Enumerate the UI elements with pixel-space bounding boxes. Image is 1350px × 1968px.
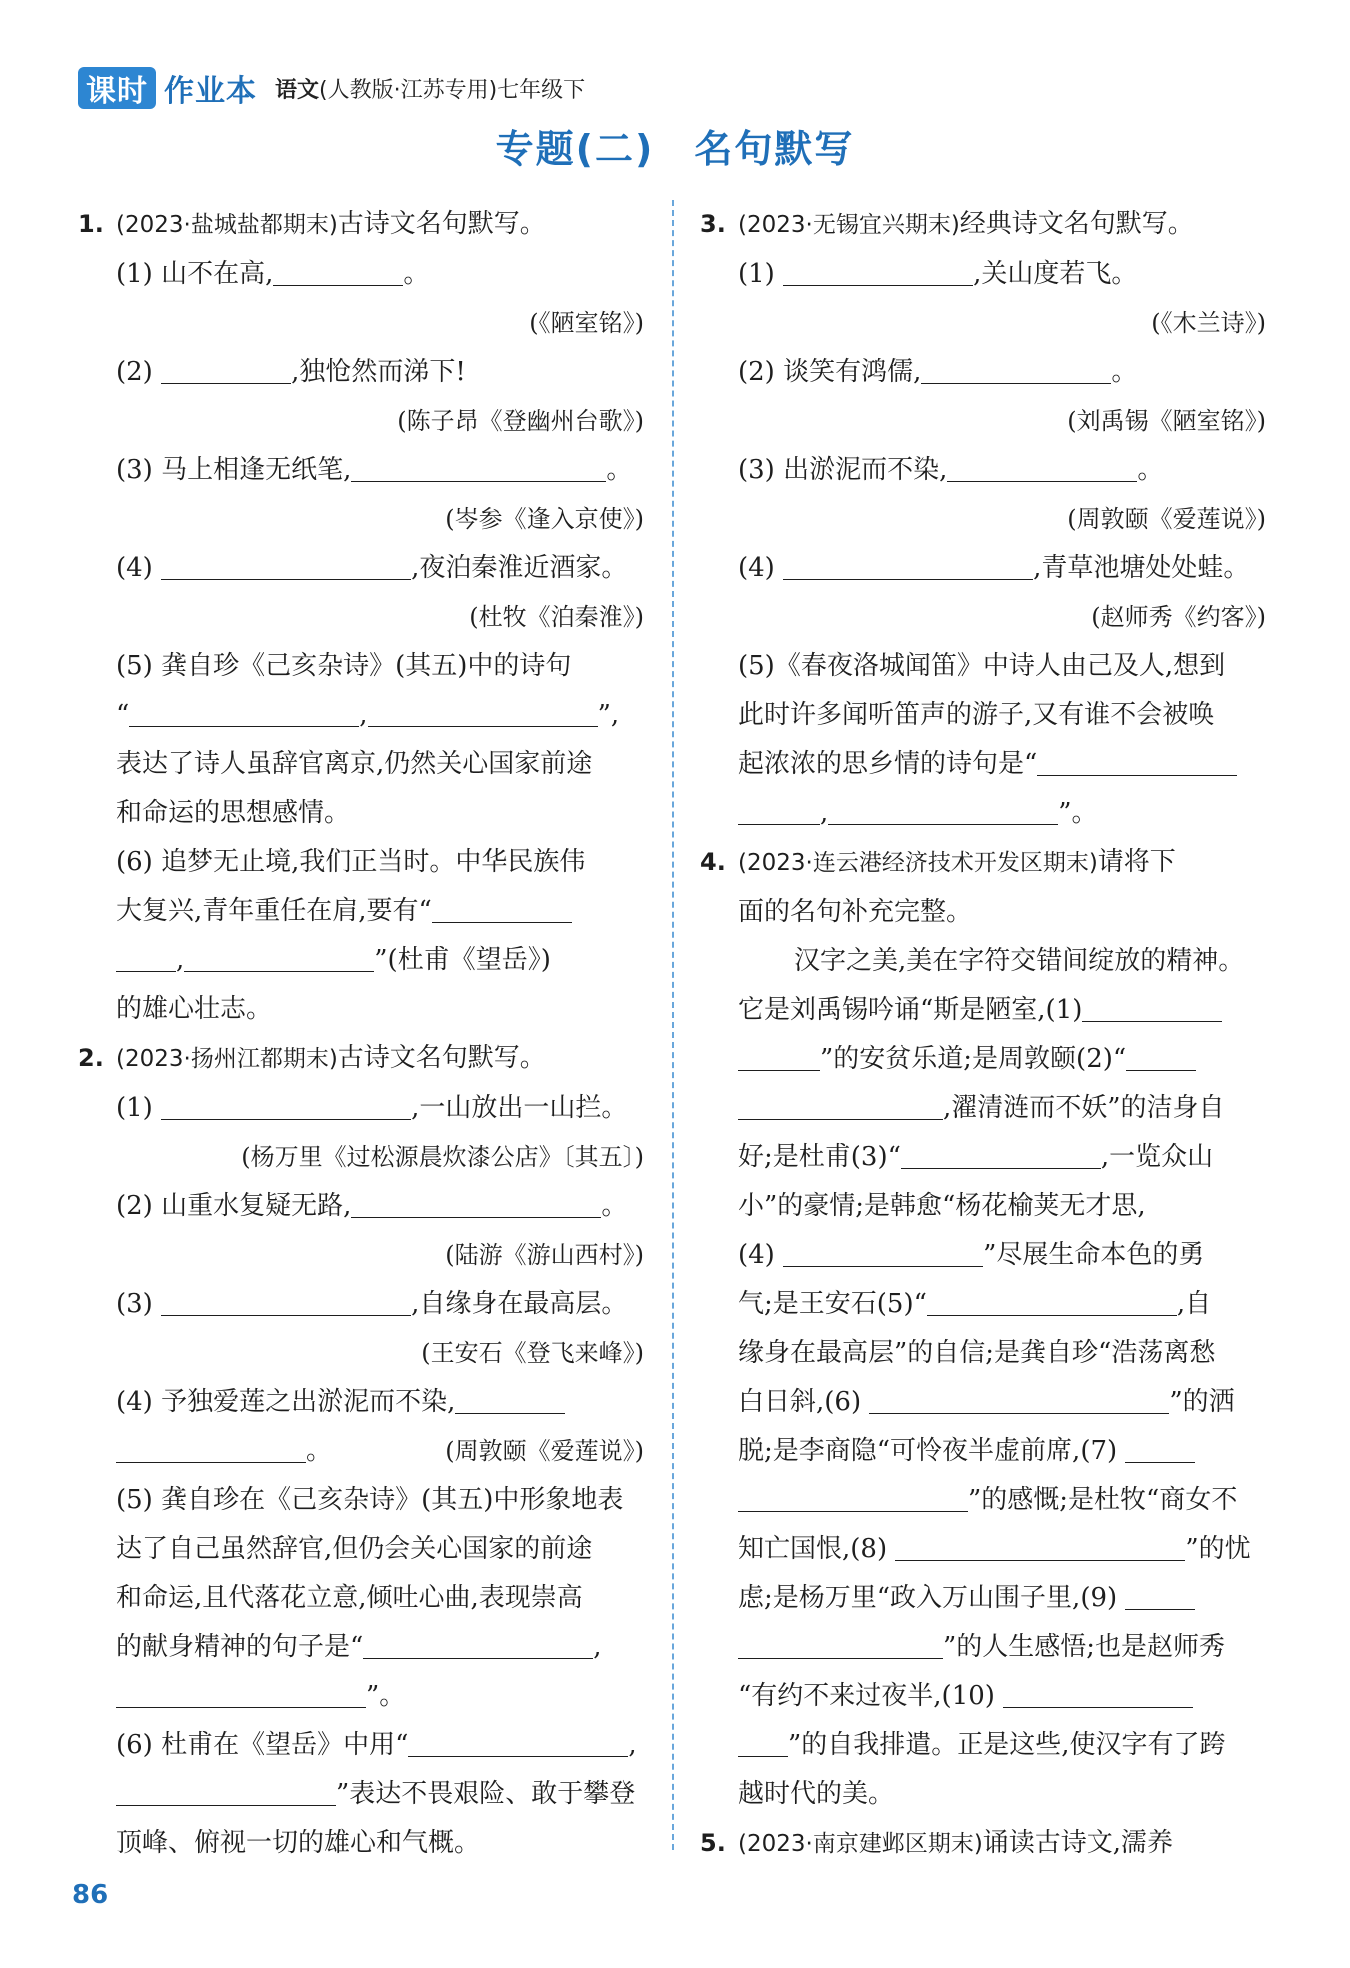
item-label: (4) [116, 1387, 153, 1417]
question-source: (2023·南京建邺区期末) [738, 1831, 983, 1857]
answer-blank[interactable] [161, 353, 291, 384]
item-text: 《春夜洛城闻笛》中诗人由己及人,想到 [774, 651, 1226, 681]
question-number: 5. [700, 1829, 726, 1857]
punctuation: , [359, 700, 368, 730]
item-text: 龚自珍在《己亥杂诗》(其五)中形象地表 [161, 1485, 624, 1515]
book-info [275, 73, 585, 104]
answer-blank[interactable] [351, 1187, 601, 1218]
citation: (《陋室铭》) [529, 309, 644, 337]
item-text: 追梦无止境,我们正当时。中华民族伟 [161, 847, 586, 877]
left-column [78, 200, 644, 1868]
answer-blank[interactable] [1126, 1040, 1196, 1071]
passage-text: 脱;是李商隐“可怜夜半虚前席,(7) [738, 1436, 1118, 1466]
passage-text: ”的自我排遣。正是这些,使汉字有了跨 [788, 1730, 1226, 1760]
passage-text: ,濯清涟而不妖”的洁身自 [943, 1093, 1225, 1123]
item-text: ”表达不畏艰险、敢于攀登 [336, 1779, 636, 1809]
item-text: 此时许多闻听笛声的游子,又有谁不会被唤 [738, 700, 1215, 730]
item-label: (6) [116, 1730, 153, 1760]
passage-text: 它是刘禹锡吟诵“斯是陋室,(1) [738, 995, 1083, 1025]
answer-blank[interactable] [783, 549, 1033, 580]
item-label: (3) [116, 455, 153, 485]
item-text: 。 [403, 259, 430, 289]
passage-text: 虑;是杨万里“政入万山围子里,(9) [738, 1583, 1118, 1613]
passage-text: ”的感慨;是杜牧“商女不 [968, 1485, 1238, 1515]
answer-blank[interactable] [869, 1383, 1169, 1414]
item-label: (5) [738, 651, 775, 681]
question-prompt: 古诗文名句默写。 [337, 209, 546, 239]
answer-blank[interactable] [738, 794, 820, 825]
question-3 [700, 200, 1266, 838]
quote-mark: “ [116, 700, 130, 730]
item-text: 。 [1111, 357, 1138, 387]
citation: (岑参《逢入京使》) [445, 505, 644, 533]
item-text: 。 [606, 455, 633, 485]
question-source: (2023·扬州江都期末) [116, 1046, 338, 1072]
answer-blank[interactable] [161, 549, 411, 580]
passage-text: 白日斜,(6) [738, 1387, 862, 1417]
item-text: 和命运,且代落花立意,倾吐心曲,表现崇高 [116, 1583, 583, 1613]
item-text: 山重水复疑无路, [161, 1191, 352, 1221]
book-subject: 语文 [275, 77, 320, 103]
question-prompt: 面的名句补充完整。 [738, 897, 973, 927]
page-header [78, 64, 585, 112]
passage-text: 知亡国恨,(8) [738, 1534, 888, 1564]
item-text: 。 [306, 1436, 333, 1466]
answer-blank[interactable] [921, 353, 1111, 384]
item-text: 出淤泥而不染, [783, 455, 948, 485]
passage-text: (4) [738, 1240, 775, 1270]
passage-text: ”的人生感悟;也是赵师秀 [943, 1632, 1226, 1662]
answer-blank[interactable] [738, 1481, 968, 1512]
citation: (周敦颐《爱莲说》) [1067, 505, 1266, 533]
passage-text: 小”的豪情;是韩愈“杨花榆荚无才思, [738, 1191, 1146, 1221]
citation: (陈子昂《登幽州台歌》) [397, 407, 644, 435]
answer-blank[interactable] [363, 1628, 593, 1659]
answer-blank[interactable] [1037, 745, 1237, 776]
citation: (刘禹锡《陋室铭》) [1067, 407, 1266, 435]
question-source: (2023·无锡宜兴期末) [738, 212, 960, 238]
item-text: ”(杜甫《望岳》) [374, 945, 551, 975]
punctuation: , [176, 945, 185, 975]
passage-text: 缘身在最高层”的自信;是龚自珍“浩荡离愁 [738, 1338, 1216, 1368]
item-text: 。 [601, 1191, 628, 1221]
item-label: (2) [116, 357, 153, 387]
answer-blank[interactable] [927, 1285, 1177, 1316]
item-label: (6) [116, 847, 153, 877]
passage-text: ”尽展生命本色的勇 [983, 1240, 1205, 1270]
answer-blank[interactable] [947, 451, 1137, 482]
citation: (周敦颐《爱莲说》) [445, 1437, 644, 1465]
citation: (赵师秀《约客》) [1091, 603, 1266, 631]
item-text: 予独爱莲之出淤泥而不染, [161, 1387, 456, 1417]
quote-mark: ”, [597, 700, 620, 730]
title-topic-number: 专题(二) [495, 127, 655, 171]
question-1 [78, 200, 644, 1034]
citation: (陆游《游山西村》) [445, 1241, 644, 1269]
item-label: (3) [738, 455, 775, 485]
passage-text: “有约不来过夜半,(10) [738, 1681, 995, 1711]
question-prompt: 经典诗文名句默写。 [959, 209, 1194, 239]
answer-blank[interactable] [351, 451, 606, 482]
item-text: 起浓浓的思乡情的诗句是“ [738, 749, 1038, 779]
question-4 [700, 838, 1266, 1819]
citation: (杜牧《泊秦淮》) [469, 603, 644, 631]
answer-blank[interactable] [116, 1432, 306, 1463]
answer-blank[interactable] [368, 696, 598, 727]
item-label: (2) [738, 357, 775, 387]
brand-name: 作业本 [164, 74, 257, 109]
punctuation: , [628, 1730, 637, 1760]
answer-blank[interactable] [895, 1530, 1185, 1561]
answer-blank[interactable] [116, 941, 176, 972]
answer-blank[interactable] [116, 1775, 336, 1806]
answer-blank[interactable] [273, 255, 403, 286]
question-2 [78, 1034, 644, 1868]
citation: (《木兰诗》) [1151, 309, 1266, 337]
question-number: 2. [78, 1044, 104, 1072]
quote-mark: ”。 [366, 1681, 406, 1711]
answer-blank[interactable] [116, 1677, 366, 1708]
answer-blank[interactable] [129, 696, 359, 727]
item-text: 。 [1137, 455, 1164, 485]
item-text: ,关山度若飞。 [973, 259, 1138, 289]
item-text: ,青草池塘处处蛙。 [1033, 553, 1250, 583]
question-prompt: 请将下 [1097, 847, 1176, 877]
answer-blank[interactable] [1125, 1579, 1195, 1610]
book-edition: (人教版·江苏专用)七年级下 [319, 77, 586, 103]
item-label: (2) [116, 1191, 153, 1221]
answer-blank[interactable] [455, 1383, 565, 1414]
column-divider [672, 200, 674, 1850]
passage-text: ,一览众山 [1100, 1142, 1214, 1172]
answer-blank[interactable] [161, 1285, 411, 1316]
quote-mark: ”。 [1058, 798, 1098, 828]
passage-text: ”的洒 [1169, 1387, 1235, 1417]
right-column [700, 200, 1266, 1869]
item-label: (1) [116, 1093, 153, 1123]
item-text: 顶峰、俯视一切的雄心和气概。 [116, 1828, 481, 1858]
answer-blank[interactable] [1125, 1432, 1195, 1463]
title-topic-name: 名句默写 [694, 127, 855, 171]
item-label: (1) [116, 259, 153, 289]
item-text: 马上相逢无纸笔, [161, 455, 352, 485]
punctuation: , [593, 1632, 602, 1662]
answer-blank[interactable] [901, 1138, 1101, 1169]
answer-blank[interactable] [738, 1040, 820, 1071]
citation: (王安石《登飞来峰》) [421, 1339, 644, 1367]
answer-blank[interactable] [738, 1089, 943, 1120]
passage-text: 汉字之美,美在字符交错间绽放的精神。 [794, 946, 1245, 976]
item-label: (5) [116, 651, 153, 681]
passage-text: ,自 [1176, 1289, 1212, 1319]
item-text: ,夜泊秦淮近酒家。 [411, 553, 628, 583]
question-prompt: 古诗文名句默写。 [337, 1043, 546, 1073]
item-text: 和命运的思想感情。 [116, 798, 351, 828]
answer-blank[interactable] [1082, 991, 1222, 1022]
answer-blank[interactable] [184, 941, 374, 972]
page-number: 86 [72, 1880, 109, 1910]
question-source: (2023·连云港经济技术开发区期末) [738, 850, 1098, 876]
question-prompt: 诵读古诗文,濡养 [982, 1828, 1174, 1858]
passage-text: 越时代的美。 [738, 1779, 895, 1809]
answer-blank[interactable] [408, 1726, 628, 1757]
item-text: 山不在高, [161, 259, 274, 289]
item-text: ,一山放出一山拦。 [411, 1093, 628, 1123]
answer-blank[interactable] [161, 1089, 411, 1120]
item-text: 的献身精神的句子是“ [116, 1632, 364, 1662]
answer-blank[interactable] [828, 794, 1058, 825]
answer-blank[interactable] [432, 892, 572, 923]
answer-blank[interactable] [783, 255, 973, 286]
question-number: 3. [700, 210, 726, 238]
brand-logo: 课时 [78, 67, 156, 109]
item-text: 达了自己虽然辞官,但仍会关心国家的前途 [116, 1534, 593, 1564]
item-label: (4) [116, 553, 153, 583]
passage-text: ”的安贫乐道;是周敦颐(2)“ [820, 1044, 1127, 1074]
answer-blank[interactable] [738, 1726, 788, 1757]
answer-blank[interactable] [1003, 1677, 1193, 1708]
item-text: 杜甫在《望岳》中用“ [161, 1730, 409, 1760]
question-number: 1. [78, 210, 104, 238]
item-text: 龚自珍《己亥杂诗》(其五)中的诗句 [161, 651, 572, 681]
page-title [0, 118, 1350, 173]
passage-text: 好;是杜甫(3)“ [738, 1142, 901, 1172]
item-text: ,自缘身在最高层。 [411, 1289, 628, 1319]
passage-text: ”的忧 [1185, 1534, 1251, 1564]
question-number: 4. [700, 848, 726, 876]
answer-blank[interactable] [738, 1628, 943, 1659]
passage-text: 气;是王安石(5)“ [738, 1289, 927, 1319]
answer-blank[interactable] [783, 1236, 983, 1267]
item-label: (1) [738, 259, 775, 289]
citation: (杨万里《过松源晨炊漆公店》〔其五〕) [241, 1143, 644, 1171]
item-text: 的雄心壮志。 [116, 994, 273, 1024]
question-source: (2023·盐城盐都期末) [116, 212, 338, 238]
item-text: ,独怆然而涕下! [291, 357, 466, 387]
item-text: 大复兴,青年重任在肩,要有“ [116, 896, 432, 926]
item-text: 表达了诗人虽辞官离京,仍然关心国家前途 [116, 749, 593, 779]
item-text: 谈笑有鸿儒, [783, 357, 922, 387]
item-label: (3) [116, 1289, 153, 1319]
item-label: (5) [116, 1485, 153, 1515]
question-5 [700, 1819, 1266, 1869]
item-label: (4) [738, 553, 775, 583]
punctuation: , [820, 798, 829, 828]
